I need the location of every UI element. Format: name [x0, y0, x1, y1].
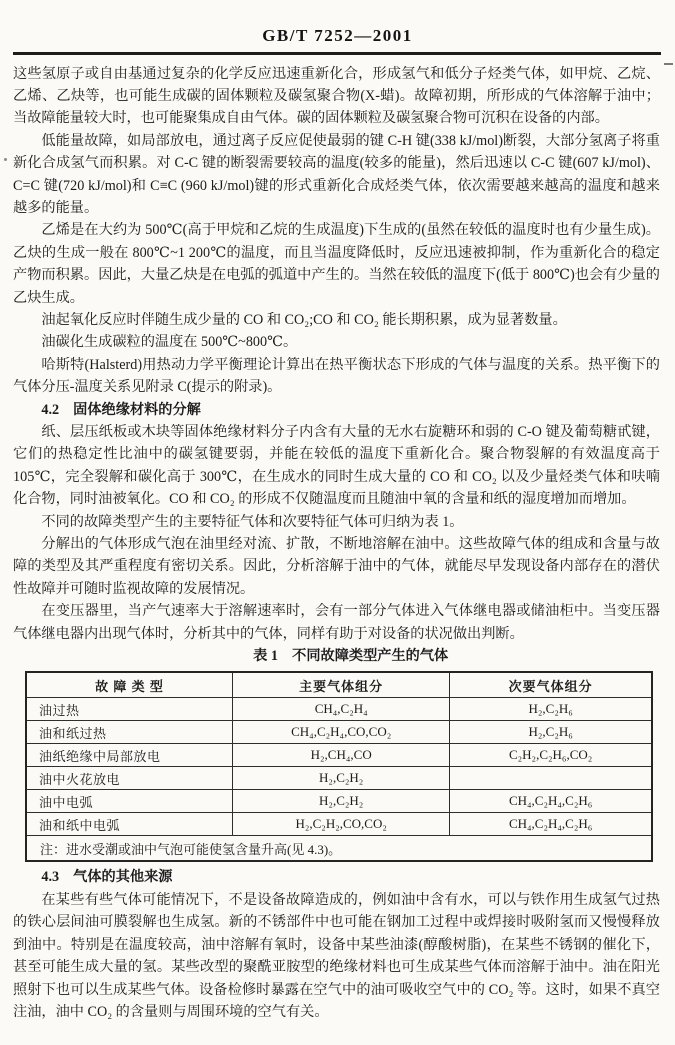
paragraph-recombination: 这些氢原子或自由基通过复杂的化学反应迅速重新化合，形成氢气和低分子烃类气体，如甲烷、乙烷、乙烯、乙炔等，也可能生成碳的固体颗粒及碳氢聚合物(X-蜡)。故障初期，所形成的气体溶解于油中；当故障能量较大时，也可能聚集成自由气体。碳的固体颗粒及碳氢聚合物可沉积在设备的内部。 — [13, 65, 660, 127]
section-title: 固体绝缘材料的分解 — [73, 401, 201, 418]
cell-secondary-gases: C₂H₂,C₂H₆,CO₂ — [450, 744, 652, 767]
doc-number: GB/T 7252—2001 — [262, 26, 413, 45]
section-number: 4.2 — [41, 401, 60, 418]
cell-main-gases: CH₄,C₂H₄,CO,CO₂ — [233, 721, 450, 744]
cell-main-gases: H₂,C₂H₂ — [233, 790, 450, 813]
paragraph-oxidation: 油起氧化反应时伴随生成少量的 CO 和 CO₂;CO 和 CO₂ 能长期积累，成为显著数量。 — [41, 311, 567, 328]
table-row — [26, 813, 652, 836]
cell-secondary-gases — [450, 767, 652, 790]
cell-main-gases: H₂,CH₄,CO — [233, 744, 450, 767]
column-header-main-gases: 主要气体组分 — [233, 672, 450, 698]
paragraph-gas-bubbles: 分解出的气体形成气泡在油里经对流、扩散，不断地溶解在油中。这些故障气体的组成和含量与故障的类型及其严重程度有密切关系。因此，分析溶解于油中的气体，就能尽早发现设备内部存在的潜伏性故障并可随时监视故障的发展情况。 — [13, 536, 660, 597]
cell-fault-type: 油和纸中电弧 — [26, 813, 233, 836]
header-rule — [13, 52, 661, 55]
cell-main-gases: CH₄,C₂H₄ — [233, 698, 450, 721]
section-number: 4.3 — [41, 869, 60, 886]
fault-gas-table — [25, 671, 653, 862]
table-row — [26, 698, 652, 721]
table-row — [26, 790, 652, 813]
paragraph-halsterd: 哈斯特(Halsterd)用热动力学平衡理论计算出在热平衡状态下形成的气体与温度的关系。热平衡下的气体分压-温度关系见附录 C(提示的附录)。 — [13, 356, 660, 396]
table-note: 注：进水受潮或油中气泡可能使氢含量升高(见 4.3)。 — [26, 836, 652, 862]
table-row — [26, 744, 652, 767]
scan-artifact — [4, 158, 7, 161]
table-row — [26, 767, 652, 790]
table-header-row — [26, 672, 652, 698]
cell-secondary-gases: CH₄,C₂H₄,C₂H₆ — [450, 790, 652, 813]
cell-fault-type: 油和纸过热 — [26, 721, 233, 744]
table-row — [26, 721, 652, 744]
cell-main-gases: H₂,C₂H₂,CO,CO₂ — [233, 813, 450, 836]
cell-fault-type: 油中火花放电 — [26, 767, 233, 790]
cell-main-gases: H₂,C₂H₂ — [233, 767, 450, 790]
section-heading-4-3 — [13, 866, 660, 888]
cell-fault-type: 油过热 — [26, 698, 233, 721]
section-title: 气体的其他来源 — [73, 869, 173, 886]
column-header-secondary-gases: 次要气体组分 — [450, 672, 652, 698]
table-caption: 表 1 不同故障类型产生的气体 — [253, 648, 449, 665]
paragraph-table-summary: 不同的故障类型产生的主要特征气体和次要特征气体可归纳为表 1。 — [41, 513, 464, 530]
cell-secondary-gases: H₂,C₂H₆ — [450, 721, 652, 744]
paragraph-other-gas-sources: 在某些有些气体可能情况下，不是设备故障造成的，例如油中含有水，可以与铁作用生成氢气过热的铁心层间油可膜裂解也生成氢。新的不锈部件中也可能在钢加工过程中或焊接时吸附氢而又慢慢释放到油中。特别是在温度较高，油中溶解有氧时，设备中某些油漆(醇酸树脂)，在某些不锈钢的催化下，甚至可能生成大量的氢。某些改型的聚酰亚胺型的绝缘材料也可生成某些气体而溶解于油中。油在阳光照射下也可以生成某些气体。设备检修时暴露在空气中的油可吸收空气中的 CO₂ 等。这时，如果不真空注油，油中 CO₂ 的含量则与周围环境的空气有关。 — [13, 891, 660, 1020]
paragraph-carbonization: 油碳化生成碳粒的温度在 500℃~800℃。 — [41, 334, 298, 351]
paragraph-low-energy-fault: 低能量故障，如局部放电，通过离子反应促使最弱的键 C-H 键(338 kJ/mol)断裂，大部分氢离子将重新化合成氢气而积累。对 C-C 键的断裂需要较高的温度(较多的能量)，然后迅速以 C-C 键(607 kJ/mol)、C=C 键(720 kJ/mol)和 C≡C (960 kJ/mol)键的形式重新化合成烃类气体，依次需要越来越高的温度和越来越多的能量。 — [13, 132, 660, 216]
cell-secondary-gases: CH₄,C₂H₄,C₂H₆ — [450, 813, 652, 836]
column-header-fault-type: 故 障 类 型 — [26, 672, 233, 698]
document-body — [13, 63, 660, 1024]
cell-fault-type: 油中电弧 — [26, 790, 233, 813]
paragraph-solid-insulation: 纸、层压纸板或木块等固体绝缘材料分子内含有大量的无水右旋糖环和弱的 C-O 键及葡萄糖甙键，它们的热稳定性比油中的碳氢键要弱，并能在较低的温度下重新化合。聚合物裂解的有效温度高于105℃，完全裂解和碳化高于 300℃，在生成水的同时生成大量的 CO 和 CO₂ 以及少量烃类气体和呋喃化合物，同时油被氧化。CO 和 CO₂ 的形成不仅随温度而且随油中氧的含量和纸的湿度增加而增加。 — [13, 424, 660, 508]
scan-artifact — [664, 63, 673, 65]
cell-fault-type: 油纸绝缘中局部放电 — [26, 744, 233, 767]
table-note-row — [26, 836, 652, 862]
section-heading-4-2 — [13, 399, 660, 421]
paragraph-gas-relay: 在变压器里，当产气速率大于溶解速率时，会有一部分气体进入气体继电器或储油柜中。当变压器气体继电器内出现气体时，分析其中的气体，同样有助于对设备的状况做出判断。 — [13, 603, 660, 642]
cell-secondary-gases: H₂,C₂H₆ — [450, 698, 652, 721]
paragraph-ethylene-acetylene: 乙烯是在大约为 500℃(高于甲烷和乙烷的生成温度)下生成的(虽然在较低的温度时也有少量生成)。乙炔的生成一般在 800℃~1 200℃的温度，而且当温度降低时，反应迅速被抑制，作为重新化合的稳定产物而积累。因此，大量乙炔是在电弧的弧道中产生的。当然在较低的温度下(低于 800℃)也会有少量的乙炔生成。 — [13, 222, 660, 306]
